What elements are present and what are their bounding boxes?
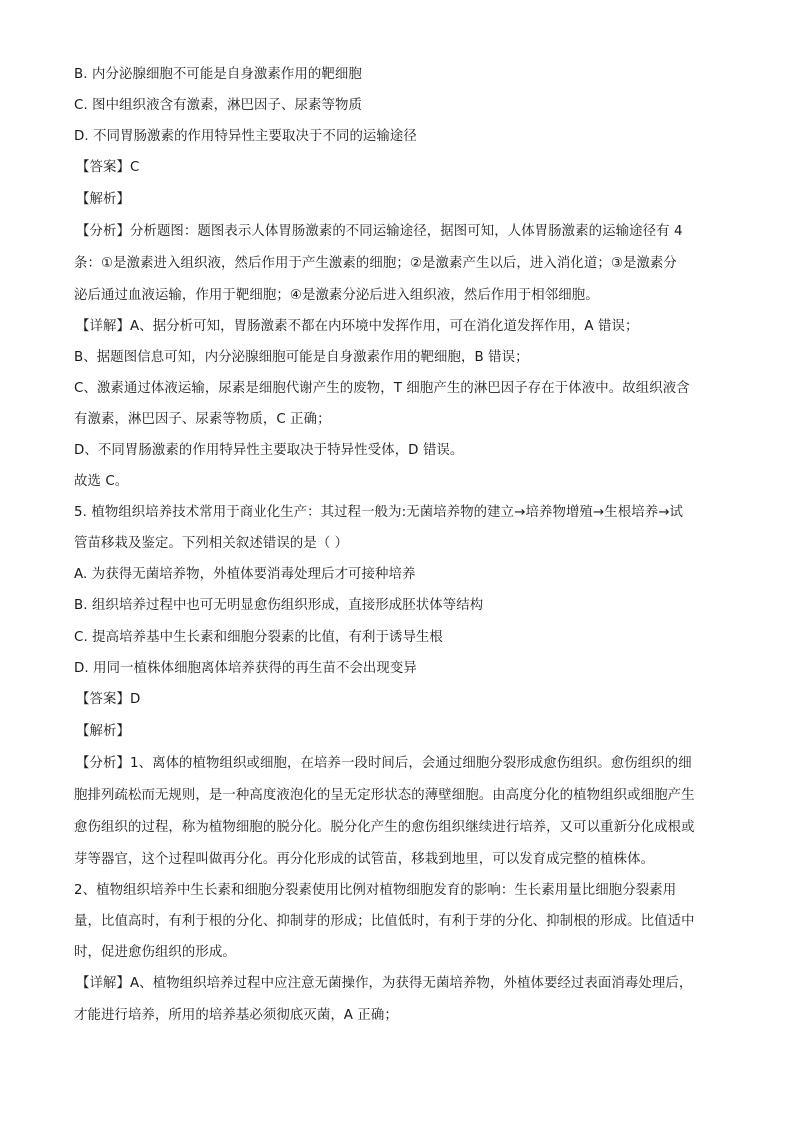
analysis-paragraph-line: 愈伤组织的过程，称为植物细胞的脱分化。脱分化产生的愈伤组织继续进行培养，又可以重新分化成根或	[74, 820, 695, 835]
detail-paragraph-line: B、据题图信息可知，内分泌腺细胞可能是自身激素作用的靶细胞，B 错误；	[74, 350, 529, 365]
analysis-paragraph-line: 胞排列疏松而无规则，是一种高度液泡化的呈无定形状态的薄壁细胞。由高度分化的植物组织或细胞产生	[74, 788, 695, 803]
analysis-paragraph-line: 2、植物组织培养中生长素和细胞分裂素使用比例对植物细胞发育的影响：生长素用量比细胞分裂素用	[74, 883, 677, 898]
analysis-heading: 【解析】	[76, 192, 130, 207]
analysis-paragraph-line: 时，促进愈伤组织的形成。	[74, 945, 236, 960]
detail-paragraph-line: 有激素，淋巴因子、尿素等物质，C 正确；	[74, 412, 331, 427]
option-b-line: B. 内分泌腺细胞不可能是自身激素作用的靶细胞	[74, 67, 362, 82]
detail-paragraph-line: 【详解】A、植物组织培养过程中应注意无菌操作，为获得无菌培养物，外植体要经过表面消毒处理后，	[76, 976, 693, 991]
option-a-line: A. 为获得无菌培养物，外植体要消毒处理后才可接种培养	[74, 567, 416, 582]
analysis-paragraph-line: 【分析】分析题图：题图表示人体胃肠激素的不同运输途径，据图可知，人体胃肠激素的运输途径有 4	[76, 224, 683, 239]
analysis-paragraph-line: 芽等器官，这个过程叫做再分化。再分化形成的试管苗，移栽到地里，可以发育成完整的植株体。	[74, 852, 655, 867]
option-c-line: C. 提高培养基中生长素和细胞分裂素的比值，有利于诱导生根	[74, 630, 443, 645]
detail-paragraph-line: 才能进行培养，所用的培养基必须彻底灭菌，A 正确；	[74, 1008, 398, 1023]
detail-paragraph-line: C、激素通过体液运输，尿素是细胞代谢产生的废物，T 细胞产生的淋巴因子存在于体液中。故组织液含	[74, 381, 690, 396]
question-5-stem: 管苗移栽及鉴定。下列相关叙述错误的是（ ）	[74, 536, 349, 551]
choice-summary-line: 故选 C。	[74, 474, 129, 489]
question-5-stem: 5. 植物组织培养技术常用于商业化生产：其过程一般为:无菌培养物的建立→培养物增殖→生根培养→试	[74, 505, 684, 520]
option-c-line: C. 图中组织液含有激素，淋巴因子、尿素等物质	[74, 98, 362, 113]
analysis-paragraph-line: 条：①是激素进入组织液，然后作用于产生激素的细胞；②是激素产生以后，进入消化道；③是激素分	[74, 256, 677, 271]
analysis-paragraph-line: 【分析】1、离体的植物组织或细胞，在培养一段时间后，会通过细胞分裂形成愈伤组织。愈伤组织的细	[76, 756, 692, 771]
option-d-line: D. 不同胃肠激素的作用特异性主要取决于不同的运输途径	[74, 129, 417, 144]
detail-paragraph-line: 【详解】A、据分析可知，胃肠激素不都在内环境中发挥作用，可在消化道发挥作用，A 错误；	[76, 319, 639, 334]
analysis-paragraph-line: 量，比值高时，有利于根的分化、抑制芽的形成；比值低时，有利于芽的分化、抑制根的形成。比值适中	[74, 914, 695, 929]
option-b-line: B. 组织培养过程中也可无明显愈伤组织形成，直接形成胚状体等结构	[74, 598, 484, 613]
analysis-paragraph-line: 泌后通过血液运输，作用于靶细胞；④是激素分泌后进入组织液，然后作用于相邻细胞。	[74, 288, 599, 303]
answer-label: 【答案】C	[76, 160, 140, 175]
answer-label: 【答案】D	[76, 692, 141, 707]
option-d-line: D. 用同一植株体细胞离体培养获得的再生苗不会出现变异	[74, 661, 417, 676]
analysis-heading: 【解析】	[76, 724, 130, 739]
detail-paragraph-line: D、不同胃肠激素的作用特异性主要取决于特异性受体，D 错误。	[74, 443, 464, 458]
